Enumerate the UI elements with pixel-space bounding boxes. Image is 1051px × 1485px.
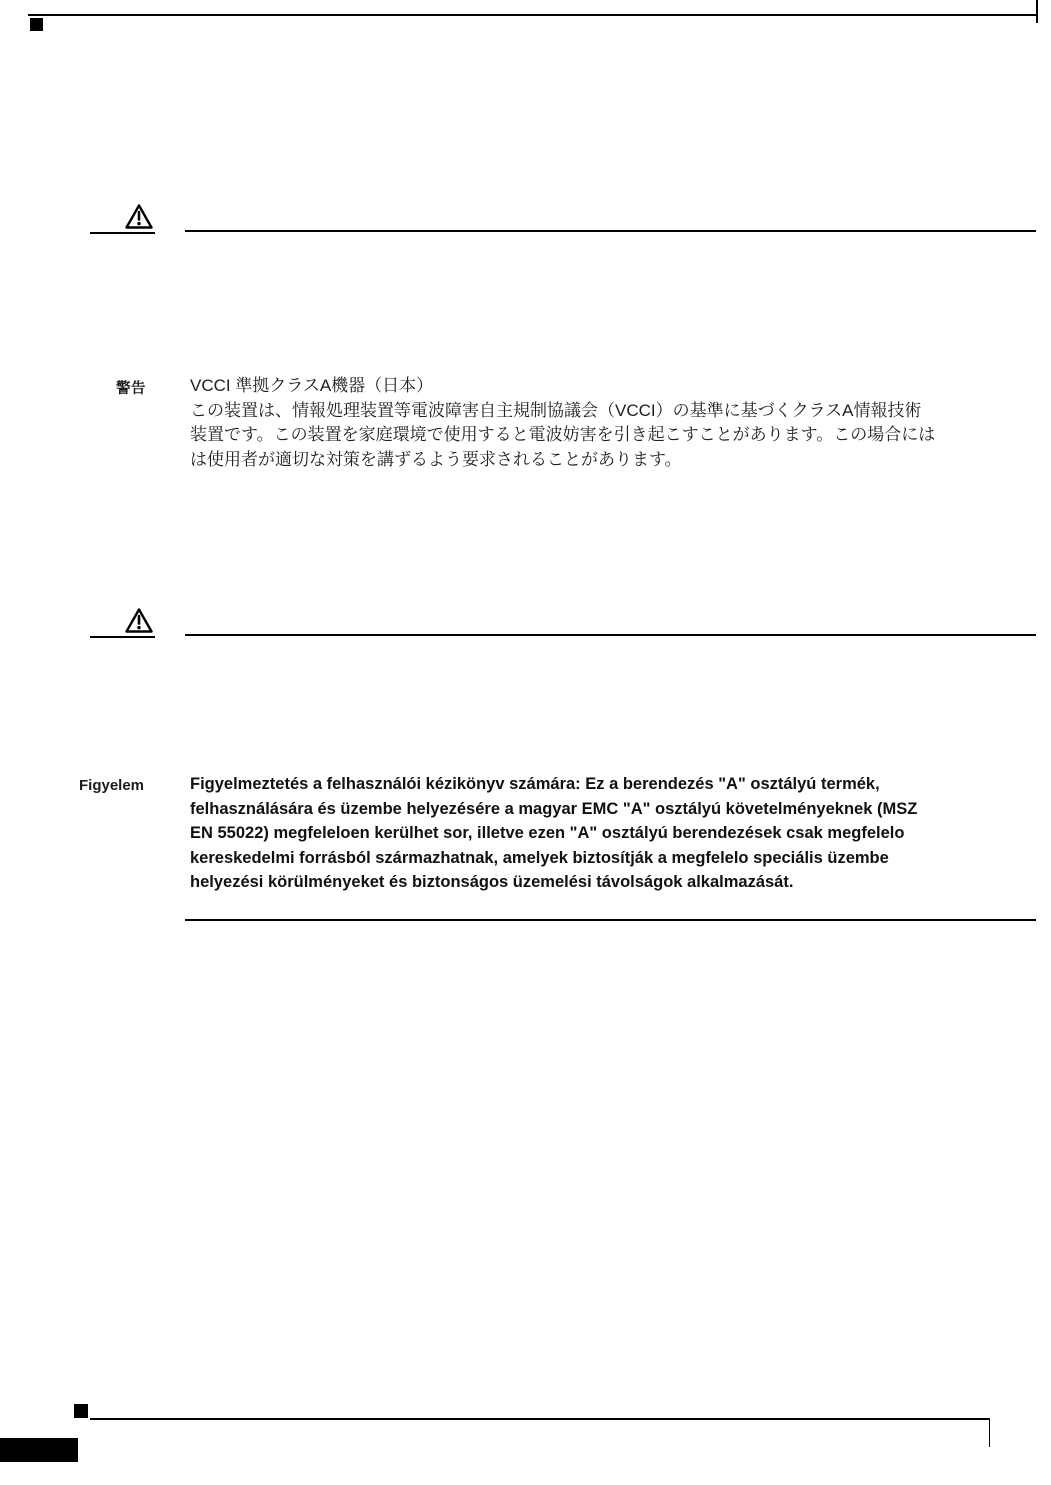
warning-separator-rule [185,634,1036,636]
page-top-rule [28,14,1037,16]
warning-line: Figyelmeztetés a felhasználói kézikönyv számára: Ez a berendezés "A" osztályú termék, [190,775,880,793]
warning-line: kereskedelmi forrásból származhatnak, amelyek biztosítják a megfelelo speciális üzembe [190,848,889,867]
page-bottom-rule [90,1418,990,1420]
warning-line: VCCI 準拠クラスA機器（日本） [190,376,434,395]
warning-line: 装置です。この装置を家庭環境で使用すると電波妨害を引き起こすことがあります。この場合には [190,425,936,444]
warning-label-hungarian: Figyelem [79,777,145,794]
registration-mark-bottom-left [74,1404,88,1418]
warning-text-japanese [190,374,935,472]
warning-line: helyezési körülményeket és biztonságos üzemelési távolságok alkalmazását. [190,873,794,892]
footer-corner-bar [0,1438,78,1462]
warning-icon-underline [90,636,155,638]
warning-separator-rule [185,230,1036,232]
crop-mark-bottom-right [989,1418,991,1447]
warning-icon-underline [90,232,155,234]
warning-text-hungarian [190,772,917,895]
crop-mark-top-right [1036,0,1038,23]
warning-triangle-icon [124,203,154,230]
registration-mark-top-left [30,18,43,31]
warning-line: は使用者が適切な対策を講ずるよう要求されることがあります。 [190,449,682,469]
warning-closing-rule [185,919,1036,921]
warning-line: felhasználására és üzembe helyezésére a magyar EMC "A" osztályú követelményeknek (MSZ [190,799,918,818]
warning-line: EN 55022) megfeleloen kerülhet sor, illetve ezen "A" osztályú berendezések csak megfelelo [190,824,905,843]
warning-label-japanese: 警告 [116,381,146,397]
warning-triangle-icon [124,607,154,634]
warning-line: この装置は、情報処理装置等電波障害自主規制協議会（VCCI）の基準に基づくクラスA情報技術 [190,400,922,420]
